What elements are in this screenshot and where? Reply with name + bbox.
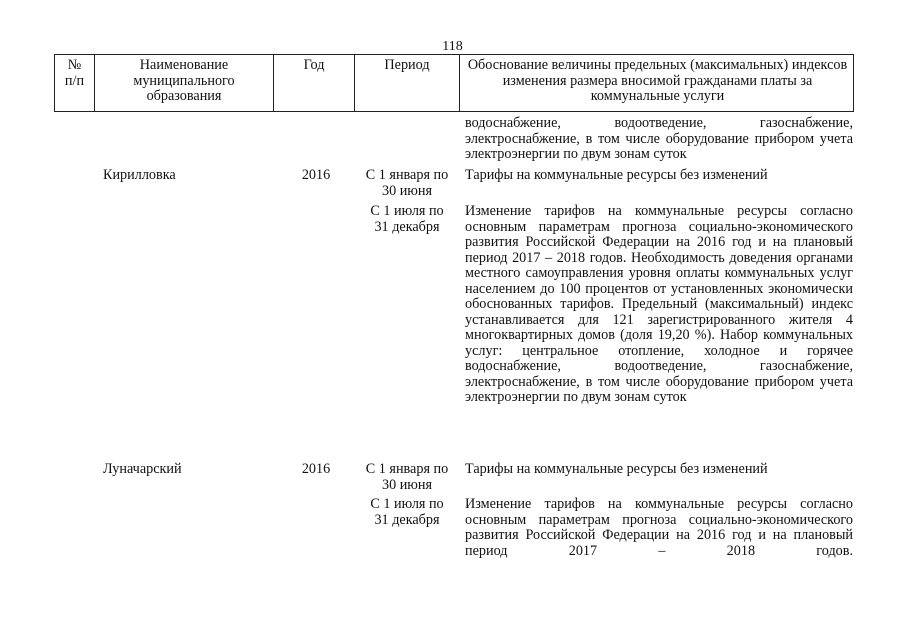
year-value: 2016 — [301, 167, 331, 183]
header-period: Период — [355, 55, 460, 111]
municipality-name: Луначарский — [103, 461, 182, 477]
justification-text: Тарифы на коммунальные ресурсы без изменений — [465, 167, 768, 183]
justification-text: Изменение тарифов на коммунальные ресурсы согласно основным параметрам прогноза социально-экономического развития Российской Федерации на 2016 год и на плановый период 2017 – 2018 годов. — [465, 496, 853, 559]
header-year: Год — [274, 55, 355, 111]
page-number: 118 — [442, 39, 463, 54]
period-label: С 1 июля по 31 декабря — [370, 496, 444, 528]
continuation-text: водоснабжение, водоотведение, газоснабжение, электроснабжение, в том числе оборудование прибором учета электроэнергии по двум зонам суток — [465, 115, 853, 162]
period-label: С 1 января по 30 июня — [365, 167, 449, 199]
table-header — [54, 54, 854, 112]
justification-text: Тарифы на коммунальные ресурсы без изменений — [465, 461, 768, 477]
header-justification: Обоснование величины предельных (максимальных) индексов изменения размера вносимой гражданами платы за коммунальные услуги — [467, 57, 848, 104]
year-value: 2016 — [301, 461, 331, 477]
period-label: С 1 января по 30 июня — [365, 461, 449, 493]
header-num: № п/п — [55, 55, 95, 111]
municipality-name: Кирилловка — [103, 167, 176, 183]
period-label: С 1 июля по 31 декабря — [370, 203, 444, 235]
justification-text: Изменение тарифов на коммунальные ресурсы согласно основным параметрам прогноза социально-экономического развития Российской Федерации на 2016 год и на плановый период 2017 – 2018 годов. Необходимость доведения органами местного самоуправления уровня оплаты коммунальных услуг населением до 100 процентов от установленных экономически обоснованных тарифов. Предельный (максимальный) индекс устанавливается для 121 зарегистрированного жителя 4 многоквартирных домов (доля 19,20 %). Набор коммунальных услуг: центральное отопление, холодное и горячее водоснабжение, водоотведение, газоснабжение, электроснабжение, в том числе оборудование прибором учета электроэнергии по двум зонам суток — [465, 203, 853, 405]
header-name: Наименование муниципального образования — [95, 55, 274, 111]
